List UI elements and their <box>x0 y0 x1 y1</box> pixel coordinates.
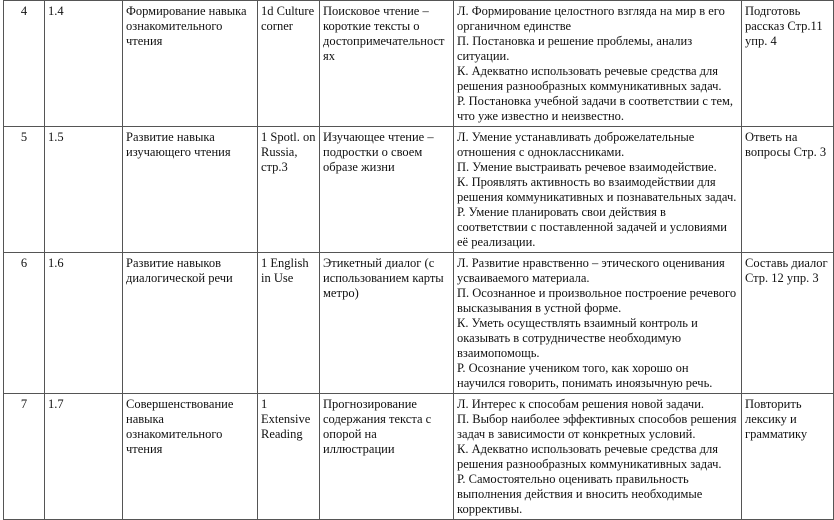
lesson-code: 1.7 <box>45 394 123 520</box>
uud-personal: Л. Умение устанавливать доброжелательные отношения с одноклассниками. <box>457 130 695 159</box>
lesson-activity: Изучающее чтение – подростки о своем образе жизни <box>320 127 454 253</box>
lesson-topic: Совершенствование навыка ознакомительного чтения <box>123 394 258 520</box>
lesson-number: 4 <box>4 1 45 127</box>
lesson-topic: Развитие навыков диалогической речи <box>123 253 258 394</box>
lesson-material: 1d Culture corner <box>258 1 320 127</box>
lesson-number: 6 <box>4 253 45 394</box>
uud-regulatory: Р. Постановка учебной задачи в соответствии с тем, что уже известно и неизвестно. <box>457 94 734 123</box>
uud-communicative: К. Адекватно использовать речевые средства для решения разнообразных коммуникативных задач. <box>457 64 722 93</box>
lesson-topic: Формирование навыка ознакомительного чтения <box>123 1 258 127</box>
uud-personal: Л. Формирование целостного взгляда на мир в его органичном единстве <box>457 4 725 33</box>
lesson-activity: Этикетный диалог (с использованием карты метро) <box>320 253 454 394</box>
uud-communicative: К. Проявлять активность во взаимодействии для решения коммуникативных и познавательных задач. <box>457 175 737 204</box>
table-row <box>4 127 834 253</box>
lesson-number: 5 <box>4 127 45 253</box>
uud-personal: Л. Интерес к способам решения новой задачи. <box>457 397 705 411</box>
uud-personal: Л. Развитие нравственно – этического оценивания усваиваемого материала. <box>457 256 725 285</box>
uud-communicative: К. Адекватно использовать речевые средства для решения разнообразных коммуникативных задач. <box>457 442 722 471</box>
lesson-code: 1.5 <box>45 127 123 253</box>
table-row <box>4 1 834 127</box>
lesson-number: 7 <box>4 394 45 520</box>
lesson-uud <box>454 394 742 520</box>
lesson-activity: Прогнозирование содержания текста с опорой на иллюстрации <box>320 394 454 520</box>
uud-cognitive: П. Осознанное и произвольное построение речевого высказывания в устной форме. <box>457 286 737 315</box>
uud-cognitive: П. Умение выстраивать речевое взаимодействие. <box>457 160 717 174</box>
lesson-material: 1 English in Use <box>258 253 320 394</box>
uud-cognitive: П. Выбор наиболее эффективных способов решения задач в зависимости от конкретных условий. <box>457 412 737 441</box>
lesson-activity: Поисковое чтение – короткие тексты о достопримечательностях <box>320 1 454 127</box>
lesson-uud <box>454 1 742 127</box>
table-row <box>4 253 834 394</box>
uud-regulatory: Р. Умение планировать свои действия в соответствии с поставленной задачей и условиями её реализации. <box>457 205 727 249</box>
lesson-topic: Развитие навыка изучающего чтения <box>123 127 258 253</box>
lesson-uud <box>454 127 742 253</box>
lesson-material: 1 Spotl. on Russia, стр.3 <box>258 127 320 253</box>
lesson-uud <box>454 253 742 394</box>
lesson-code: 1.6 <box>45 253 123 394</box>
lesson-homework: Составь диалог Стр. 12 упр. 3 <box>742 253 834 394</box>
lesson-homework: Подготовь рассказ Стр.11 упр. 4 <box>742 1 834 127</box>
table-row <box>4 394 834 520</box>
lesson-code: 1.4 <box>45 1 123 127</box>
lesson-homework: Ответь на вопросы Стр. 3 <box>742 127 834 253</box>
uud-regulatory: Р. Осознание учеником того, как хорошо он научился говорить, понимать иноязычную речь. <box>457 361 713 390</box>
lesson-plan-table <box>3 0 834 520</box>
uud-regulatory: Р. Самостоятельно оценивать правильность выполнения действия и вносить необходимые коррективы. <box>457 472 703 516</box>
lesson-material: 1 Extensive Reading <box>258 394 320 520</box>
lesson-homework: Повторить лексику и грамматику <box>742 394 834 520</box>
uud-cognitive: П. Постановка и решение проблемы, анализ ситуации. <box>457 34 693 63</box>
uud-communicative: К. Уметь осуществлять взаимный контроль и оказывать в сотрудничестве необходимую взаимопомощь. <box>457 316 698 360</box>
